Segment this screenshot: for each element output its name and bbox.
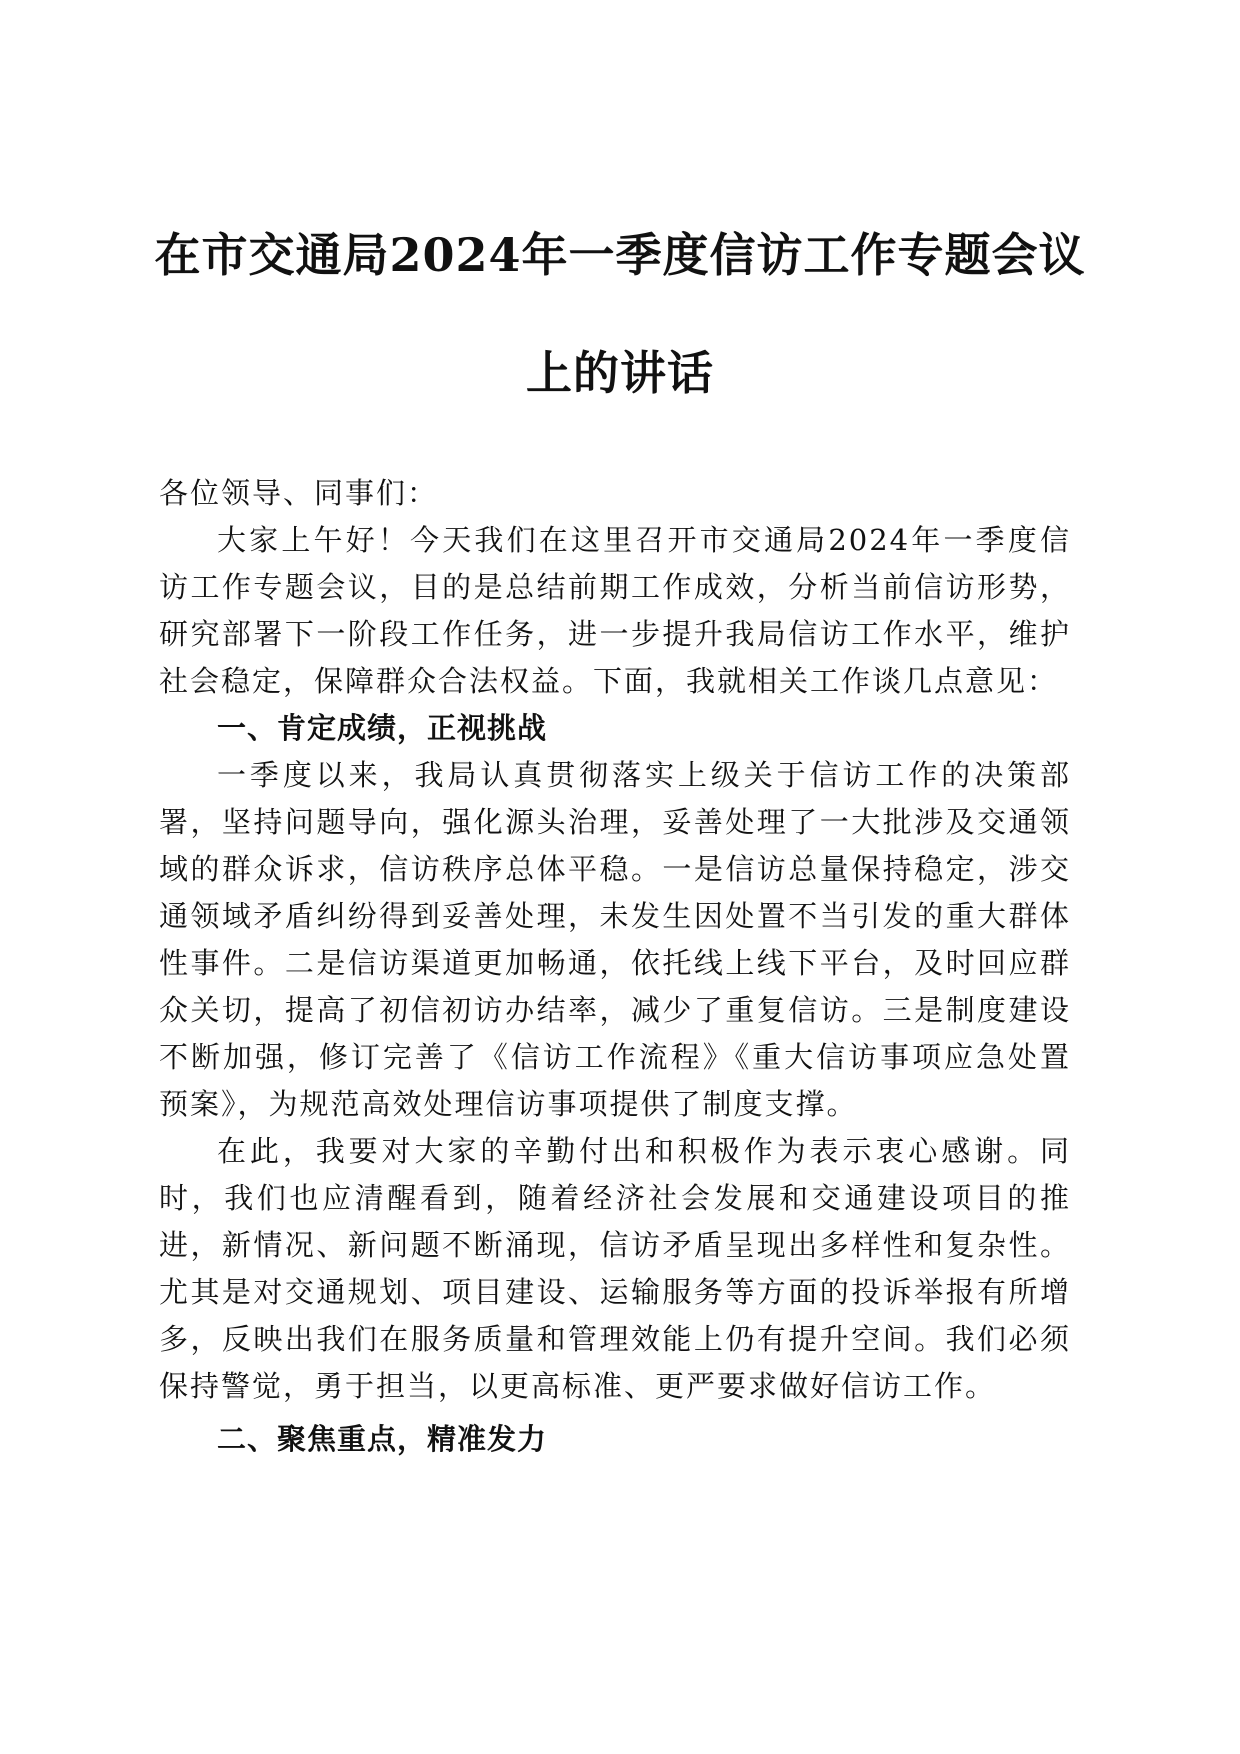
section-1-paragraph-2: 在此，我要对大家的辛勤付出和积极作为表示衷心感谢。同时，我们也应清醒看到，随着经济社会发展和交通建设项目的推进，新情况、新问题不断涌现，信访矛盾呈现出多样性和复杂性。尤其是对交通规划、项目建设、运输服务等方面的投诉举报有所增多，反映出我们在服务质量和管理效能上仍有提升空间。我们必须保持警觉，勇于担当，以更高标准、更严要求做好信访工作。 bbox=[159, 1134, 1071, 1403]
section-1-paragraph-1: 一季度以来，我局认真贯彻落实上级关于信访工作的决策部署，坚持问题导向，强化源头治理，妥善处理了一大批涉及交通领域的群众诉求，信访秩序总体平稳。一是信访总量保持稳定，涉交通领域矛盾纠纷得到妥善处理，未发生因处置不当引发的重大群体性事件。二是信访渠道更加畅通，依托线上线下平台，及时回应群众关切，提高了初信初访办结率，减少了重复信访。三是制度建设不断加强，修订完善了《信访工作流程》《重大信访事项应急处置预案》，为规范高效处理信访事项提供了制度支撑。 bbox=[159, 758, 1071, 1121]
section-2-heading: 二、聚焦重点，精准发力 bbox=[217, 1422, 548, 1456]
document-body bbox=[159, 470, 1071, 1463]
document-title-line-2: 上的讲话 bbox=[526, 346, 714, 400]
salutation: 各位领导、同事们： bbox=[159, 476, 439, 510]
intro-paragraph: 大家上午好！今天我们在这里召开市交通局2024年一季度信访工作专题会议，目的是总结前期工作成效，分析当前信访形势，研究部署下一阶段工作任务，进一步提升我局信访工作水平，维护社会稳定，保障群众合法权益。下面，我就相关工作谈几点意见： bbox=[159, 523, 1071, 698]
section-1-heading: 一、肯定成绩，正视挑战 bbox=[217, 711, 548, 745]
document-title-line-1: 在市交通局2024年一季度信访工作专题会议 bbox=[154, 228, 1086, 282]
